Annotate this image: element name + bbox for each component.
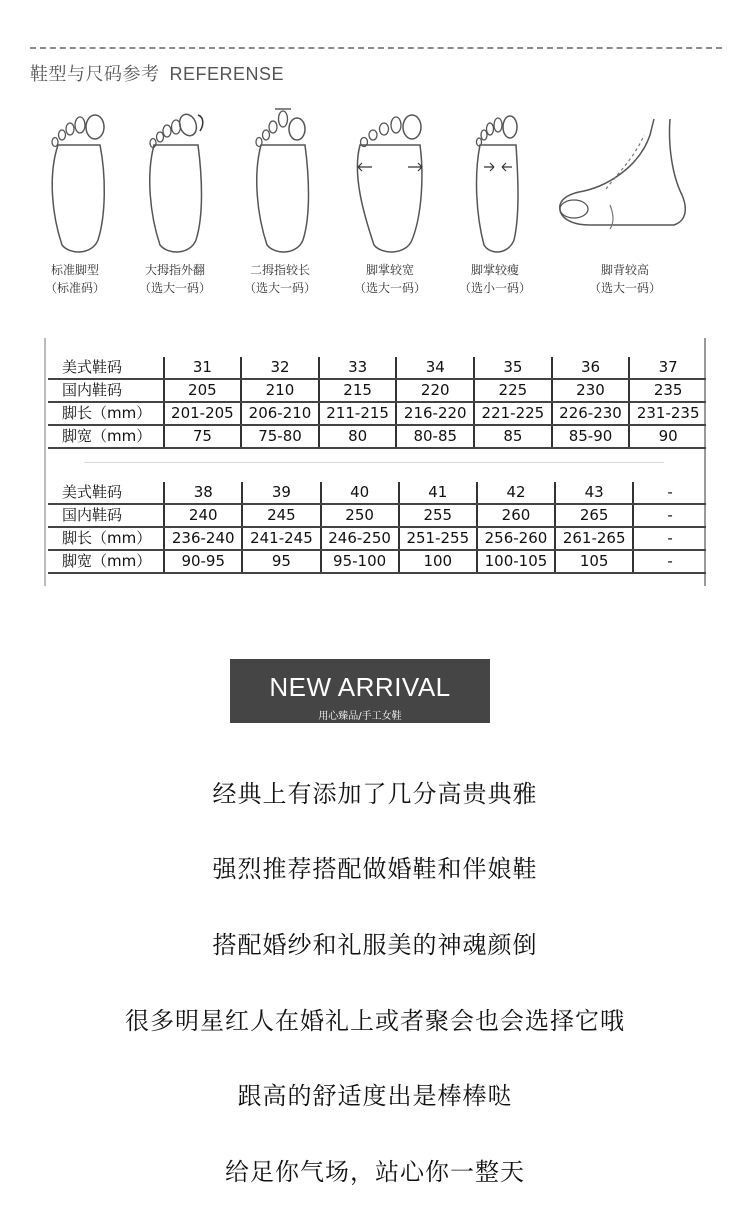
cell: 75	[164, 425, 242, 448]
cell: -	[633, 527, 706, 550]
cell: 211-215	[319, 402, 397, 425]
cell: 221-225	[474, 402, 552, 425]
cell: 236-240	[164, 527, 242, 550]
cell: 265	[555, 504, 633, 527]
cell: 43	[555, 482, 633, 504]
foot-bunion-illustration	[140, 105, 210, 255]
foot-type-tip: （标准码）	[44, 281, 105, 295]
cell: 31	[164, 357, 242, 379]
description-line: 给足你气场，站心你一整天	[225, 1158, 525, 1186]
new-arrival-banner	[230, 659, 490, 723]
foot-type-name: 脚掌较宽	[365, 263, 414, 277]
section-title-en: REFERENSE	[169, 64, 285, 84]
cell: -	[633, 550, 706, 573]
table-row	[48, 482, 706, 504]
foot-type-name: 脚掌较瘦	[470, 263, 519, 277]
description-line: 很多明星红人在婚礼上或者聚会也会选择它哦	[125, 1007, 625, 1035]
table-row	[48, 379, 706, 402]
cell: 36	[552, 357, 630, 379]
cell: 40	[321, 482, 399, 504]
cell: 251-255	[399, 527, 477, 550]
cell: 231-235	[629, 402, 706, 425]
cell: 235	[629, 379, 706, 402]
foot-type-name: 二拇指较长	[249, 263, 310, 277]
cell: 255	[399, 504, 477, 527]
cell: 205	[164, 379, 242, 402]
description-line: 强烈推荐搭配做婚鞋和伴娘鞋	[212, 855, 538, 883]
foot-type-tip: （选大一码）	[353, 281, 426, 295]
cell: 33	[319, 357, 397, 379]
cell: 90	[629, 425, 706, 448]
cell: 100-105	[477, 550, 555, 573]
foot-long-toe-illustration	[245, 105, 315, 255]
foot-type-name: 标准脚型	[50, 263, 99, 277]
cell: 100	[399, 550, 477, 573]
cell: 34	[396, 357, 474, 379]
cell: 256-260	[477, 527, 555, 550]
row-label: 脚宽（mm）	[48, 550, 164, 573]
cell: 216-220	[396, 402, 474, 425]
cell: 210	[241, 379, 319, 402]
row-label: 脚宽（mm）	[48, 425, 164, 448]
cell: 225	[474, 379, 552, 402]
cell: 37	[629, 357, 706, 379]
table-separator	[84, 462, 664, 463]
foot-type-guide	[30, 105, 720, 305]
cell: 35	[474, 357, 552, 379]
cell: 80	[319, 425, 397, 448]
row-label: 美式鞋码	[48, 482, 164, 504]
foot-type-name: 大拇指外翻	[144, 263, 205, 277]
cell: 39	[242, 482, 320, 504]
foot-standard-illustration	[40, 105, 110, 255]
top-dashed-divider	[30, 47, 722, 49]
table-row	[48, 402, 706, 425]
table-row	[48, 357, 706, 379]
foot-type-standard	[30, 105, 120, 297]
cell: 90-95	[164, 550, 242, 573]
cell: 250	[321, 504, 399, 527]
foot-wide-illustration	[350, 105, 430, 255]
cell: 85-90	[552, 425, 630, 448]
cell: 220	[396, 379, 474, 402]
cell: 41	[399, 482, 477, 504]
size-table-part2	[48, 482, 706, 574]
description-line: 搭配婚纱和礼服美的神魂颜倒	[212, 931, 538, 959]
cell: -	[633, 482, 706, 504]
cell: 38	[164, 482, 242, 504]
foot-high-instep-illustration	[550, 105, 700, 255]
table-row	[48, 504, 706, 527]
cell: 42	[477, 482, 555, 504]
cell: 95-100	[321, 550, 399, 573]
foot-type-bunion	[125, 105, 225, 297]
banner-subtitle: 用心臻品/手工女鞋	[318, 711, 402, 722]
cell: 245	[242, 504, 320, 527]
cell: 230	[552, 379, 630, 402]
size-chart-left-border	[44, 338, 46, 586]
table-row	[48, 527, 706, 550]
foot-type-name: 脚背较高	[600, 263, 649, 277]
row-label: 国内鞋码	[48, 379, 164, 402]
size-table-part1	[48, 357, 706, 449]
section-title-cn: 鞋型与尺码参考	[30, 64, 160, 85]
foot-type-tip: （选大一码）	[243, 281, 316, 295]
cell: 201-205	[164, 402, 242, 425]
section-title	[30, 60, 284, 86]
cell: 95	[242, 550, 320, 573]
row-label: 美式鞋码	[48, 357, 164, 379]
cell: 32	[241, 357, 319, 379]
banner-title: NEW ARRIVAL	[269, 672, 451, 702]
description-line: 经典上有添加了几分高贵典雅	[212, 780, 538, 808]
cell: -	[633, 504, 706, 527]
foot-type-long-second-toe	[230, 105, 330, 297]
row-label: 国内鞋码	[48, 504, 164, 527]
foot-thin-illustration	[460, 105, 530, 255]
row-label: 脚长（mm）	[48, 527, 164, 550]
cell: 85	[474, 425, 552, 448]
foot-type-tip: （选大一码）	[588, 281, 661, 295]
cell: 226-230	[552, 402, 630, 425]
cell: 80-85	[396, 425, 474, 448]
foot-type-wide	[335, 105, 445, 297]
size-chart	[44, 338, 706, 586]
cell: 105	[555, 550, 633, 573]
cell: 75-80	[241, 425, 319, 448]
cell: 240	[164, 504, 242, 527]
cell: 261-265	[555, 527, 633, 550]
description-line: 跟高的舒适度出是棒棒哒	[237, 1082, 513, 1110]
table-row	[48, 550, 706, 573]
table-row	[48, 425, 706, 448]
cell: 206-210	[241, 402, 319, 425]
foot-type-thin	[445, 105, 545, 297]
cell: 215	[319, 379, 397, 402]
foot-type-high-instep	[550, 105, 700, 297]
cell: 241-245	[242, 527, 320, 550]
cell: 246-250	[321, 527, 399, 550]
foot-type-tip: （选小一码）	[458, 281, 531, 295]
row-label: 脚长（mm）	[48, 402, 164, 425]
foot-type-tip: （选大一码）	[138, 281, 211, 295]
cell: 260	[477, 504, 555, 527]
